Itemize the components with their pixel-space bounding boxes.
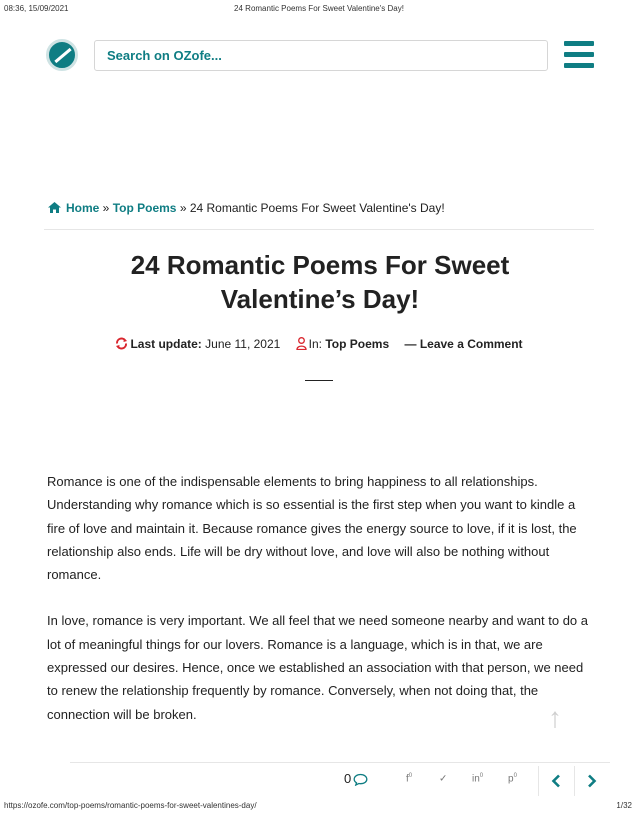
divider — [44, 229, 594, 230]
meta-category-link[interactable]: Top Poems — [325, 337, 390, 351]
twitter-share-icon[interactable]: ✓ — [439, 773, 448, 785]
breadcrumb-category-link[interactable]: Top Poems — [112, 201, 177, 215]
chevron-right-icon — [587, 774, 597, 788]
update-label: Last update: — [130, 337, 202, 351]
comment-count-value: 0 — [344, 771, 352, 786]
title-underline — [305, 380, 333, 381]
breadcrumb — [47, 201, 445, 215]
print-timestamp: 08:36, 15/09/2021 — [4, 4, 69, 13]
article-meta — [0, 337, 638, 351]
menu-bar — [564, 52, 594, 57]
update-date: June 11, 2021 — [205, 337, 281, 351]
print-page-number: 1/32 — [616, 801, 632, 810]
linkedin-share-icon[interactable]: $in^0$ — [472, 773, 484, 785]
menu-bar — [564, 63, 594, 68]
breadcrumb-home-link[interactable]: Home — [66, 201, 100, 215]
article-body — [47, 470, 595, 749]
facebook-share-icon[interactable]: $f^0$ — [406, 773, 413, 785]
chevron-left-icon — [551, 774, 561, 788]
category-meta — [296, 337, 389, 351]
breadcrumb-separator: » — [176, 201, 190, 215]
paragraph: In love, romance is very important. We all feel that we need someone nearby and want to do a lot of meaningful things for our lovers. Romance is a language, which is in that, we are expressed our desires. Hence, once we established an association with that person, we need to renew the relationship frequently by romance. Conversely, when not doing that, the connection will be broken. — [47, 613, 589, 722]
breadcrumb-separator: » — [99, 201, 113, 215]
previous-post-button[interactable] — [538, 766, 574, 796]
search-input[interactable]: Search on OZofe... — [94, 40, 548, 71]
comment-count[interactable] — [344, 771, 368, 786]
leave-comment-label: — Leave a Comment — [404, 337, 523, 351]
user-icon — [296, 337, 307, 350]
facebook-count: 0 — [408, 773, 413, 779]
linkedin-count: 0 — [479, 773, 484, 779]
site-header — [44, 36, 596, 76]
paragraph: Romance is one of the indispensable elements to bring happiness to all relationships. Understanding why romance which is so essential is the first step when you want to kindle a fire of love and maintain it. Because romance gives the energy source to love, if it is lost, the relationship also ends. Life will be dry without love, and love will also be nothing without romance. — [47, 474, 577, 583]
hamburger-menu-button[interactable] — [564, 40, 594, 70]
last-update — [115, 337, 280, 351]
home-icon — [47, 201, 62, 214]
print-title: 24 Romantic Poems For Sweet Valentine's Day! — [234, 4, 404, 13]
breadcrumb-current: 24 Romantic Poems For Sweet Valentine's Day! — [189, 201, 445, 215]
refresh-icon — [115, 337, 128, 350]
comment-icon — [353, 773, 368, 786]
print-url: https://ozofe.com/top-poems/romantic-poems-for-sweet-valentines-day/ — [4, 801, 257, 810]
next-post-button[interactable] — [574, 766, 610, 796]
leave-comment-link[interactable] — [405, 337, 523, 351]
in-label: In: — [308, 337, 323, 351]
site-logo[interactable] — [46, 39, 78, 71]
share-bar — [70, 762, 610, 796]
article-title: 24 Romantic Poems For Sweet Valentine’s Day! — [130, 250, 510, 314]
pinterest-count: 0 — [513, 773, 517, 779]
menu-bar — [564, 41, 594, 46]
pinterest-share-icon[interactable]: $p^0$ — [508, 773, 517, 785]
scroll-to-top-icon[interactable]: ↑ — [548, 702, 562, 733]
